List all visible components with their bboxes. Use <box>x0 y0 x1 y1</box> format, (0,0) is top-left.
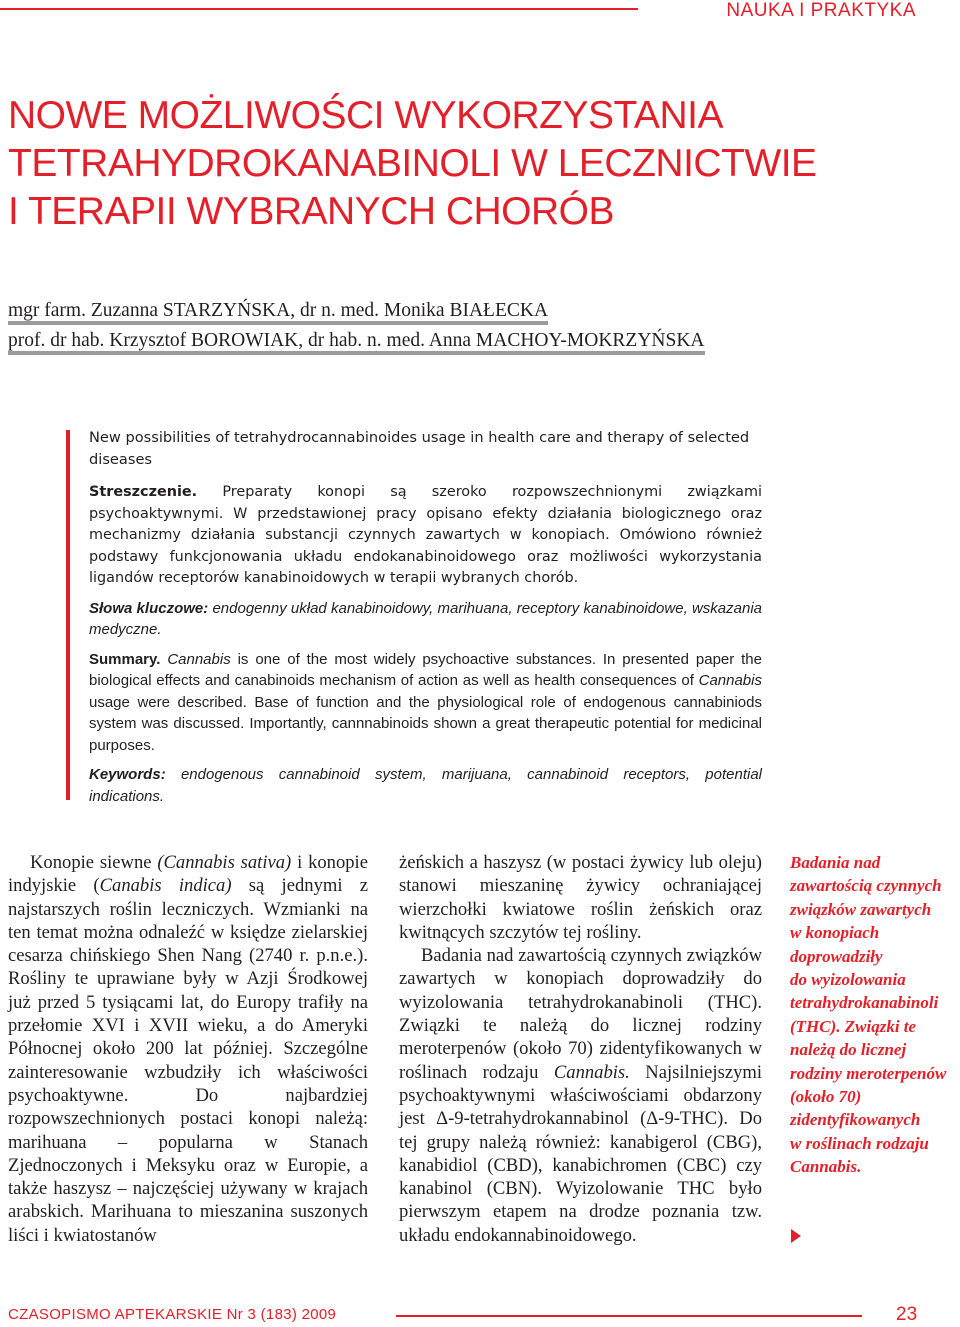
english-title: New possibilities of tetrahydrocannabinoides usage in health care and therapy of selected diseases <box>89 429 750 468</box>
pull-quote-line: (THC). Związki te <box>790 1016 917 1036</box>
pull-quote-line: w konopiach <box>790 923 880 943</box>
title-line: TETRAHYDROKANABINOLI W LECZNICTWIE <box>8 142 817 185</box>
authors-line <box>8 326 705 356</box>
keywords-paragraph <box>89 764 762 807</box>
pull-quote <box>790 851 960 1179</box>
body-text: są jednymi z najstarszych roślin leczniczych. Wzmianki na ten temat można odnaleźć w księdze zielarskiej cesarza chińskiego Shen Nang (2740 r. p.n.e.). Rośliny te uprawiane były w Azji Środkowej już przed 5 tysiącami lat, do Europy trafiły na przełomie XVI i XVII wieku, a do Ameryki Północnej około 200 lat później. Szczególne zainteresowanie wzbudziły ich właściwości psychoaktywne. Do najbardziej rozpowszechnionych postaci konopi należą: marihuana – popularna w Stanach Zjednoczonych i Meksyku oraz w Europie, a także haszysz – najczęściej używany w krajach arabskich. Marihuana to mieszanina suszonych liści i kwiatostanów <box>8 875 368 1246</box>
body-paragraph <box>399 944 762 1247</box>
slowa-kluczowe-text: endogenny układ kanabinoidowy, marihuana, receptory kanabinoidowe, wskazania medyczne. <box>89 599 762 638</box>
keywords-label: Keywords: <box>89 766 166 783</box>
page-number: 23 <box>896 1304 918 1325</box>
keywords-text: endogenous cannabinoid system, marijuana, cannabinoid receptors, potential indications. <box>89 766 762 805</box>
pull-quote-line: zidentyfikowanych <box>790 1110 921 1130</box>
summary-paragraph <box>89 649 762 757</box>
pull-quote-line: tetrahydrokanabinoli <box>790 993 939 1013</box>
summary-label: Summary. <box>89 650 161 668</box>
authors-line-text: mgr farm. Zuzanna STARZYŃSKA, dr n. med. Monika BIAŁECKA <box>8 300 548 325</box>
slowa-kluczowe-label: Słowa kluczowe: <box>89 599 209 617</box>
footer-rule <box>396 1315 862 1317</box>
pull-quote-line: należą do licznej <box>790 1040 907 1060</box>
pull-quote-line: do wyizolowania <box>790 970 906 990</box>
streszczenie-paragraph <box>89 482 762 590</box>
abstract-block <box>89 427 762 807</box>
pull-quote-line: Badania nad <box>790 853 881 872</box>
pull-quote-line: zawartością czynnych <box>790 876 942 896</box>
pull-quote-line: związków zawartych <box>790 899 932 919</box>
pull-quote-line: Cannabis. <box>790 1157 862 1177</box>
streszczenie-text: Preparaty konopi są szeroko rozpowszechnionymi związkami psychoaktywnymi. W przedstawionej pracy opisano efekty działania biologicznego oraz mechanizmy działania substancji czynnych zawartych w konopiach. Omówiono również podstawy funkcjonowania układu endokanabinoidowego oraz możliwości wykorzystania ligandów receptorów kanabinoidowych w terapii wybranych chorób. <box>89 484 762 586</box>
authors <box>8 296 705 356</box>
body-paragraph: żeńskich a haszysz (w postaci żywicy lub oleju) stanowi mieszaninę żywicy ochraniającej wierzchołki kwiatowe roślin żeńskich oraz kwitnących szczytów tej rośliny. <box>399 852 762 943</box>
pull-quote-line: doprowadziły <box>790 946 883 966</box>
body-text: Badania nad zawartością czynnych związków zawartych w konopiach doprowadziły do wyizolowania tetrahydrokanabinoli (THC). Związki te należą do licznej rodziny meroterpenów (około 70) zidentyfikowanych w roślinach rodzaju <box>399 945 762 1083</box>
title-line: NOWE MOŻLIWOŚCI WYKORZYSTANIA <box>8 94 723 137</box>
body-italic: (Cannabis sativa) <box>157 852 292 873</box>
summary-text: usage were described. Base of function and the physiological role of endogenous cannabiniods system was discussed. Importantly, cannnabinoids shown a great therapeutic potential for medicinal purposes. <box>89 693 762 754</box>
abstract-accent-bar <box>66 430 70 800</box>
body-column-middle <box>399 851 762 1247</box>
slowa-kluczowe-paragraph <box>89 598 762 641</box>
pull-quote-line: w roślinach rodzaju <box>790 1133 929 1153</box>
article-title <box>8 92 948 236</box>
pull-quote-line: (około 70) <box>790 1087 862 1107</box>
authors-line <box>8 296 705 326</box>
streszczenie-label: Streszczenie. <box>89 484 198 500</box>
header-rule <box>0 8 638 10</box>
summary-italic: Cannabis <box>698 672 762 689</box>
body-paragraph <box>8 851 368 1247</box>
body-text: Konopie siewne <box>30 852 158 873</box>
section-label: NAUKA I PRAKTYKA <box>726 0 916 21</box>
title-line: I TERAPII WYBRANYCH CHORÓB <box>8 190 615 233</box>
pull-quote-line: rodziny meroterpenów <box>790 1063 947 1083</box>
body-column-left <box>8 851 368 1247</box>
continue-arrow-icon <box>791 1229 801 1243</box>
journal-name: CZASOPISMO APTEKARSKIE Nr 3 (183) 2009 <box>8 1306 337 1323</box>
body-italic: Canabis indica) <box>99 875 232 897</box>
authors-line-text: prof. dr hab. Krzysztof BOROWIAK, dr hab. n. med. Anna MACHOY-MOKRZYŃSKA <box>8 330 705 355</box>
body-text: Najsilniejszymi psychoaktywnymi właściwościami obdarzony jest Δ-9-tetrahydrokannabinol (Δ-9-THC). Do tej grupy należą również: kanabigerol (CBG), kanabidiol (CBD), kanabichromen (CBC) czy kanabinol (CBN). Wyizolowanie THC było pierwszym etapem na drodze poznania tzw. układu endokannabinoidowego. <box>399 1061 762 1246</box>
body-text: i konopie indyjskie ( <box>8 852 368 897</box>
summary-text: is one of the most widely psychoactive substances. In presented paper the biological effects and canabinoids mechanism of action as well as health consequences of <box>89 650 762 689</box>
body-italic: Cannabis. <box>553 1061 630 1083</box>
summary-italic: Cannabis <box>167 650 231 668</box>
